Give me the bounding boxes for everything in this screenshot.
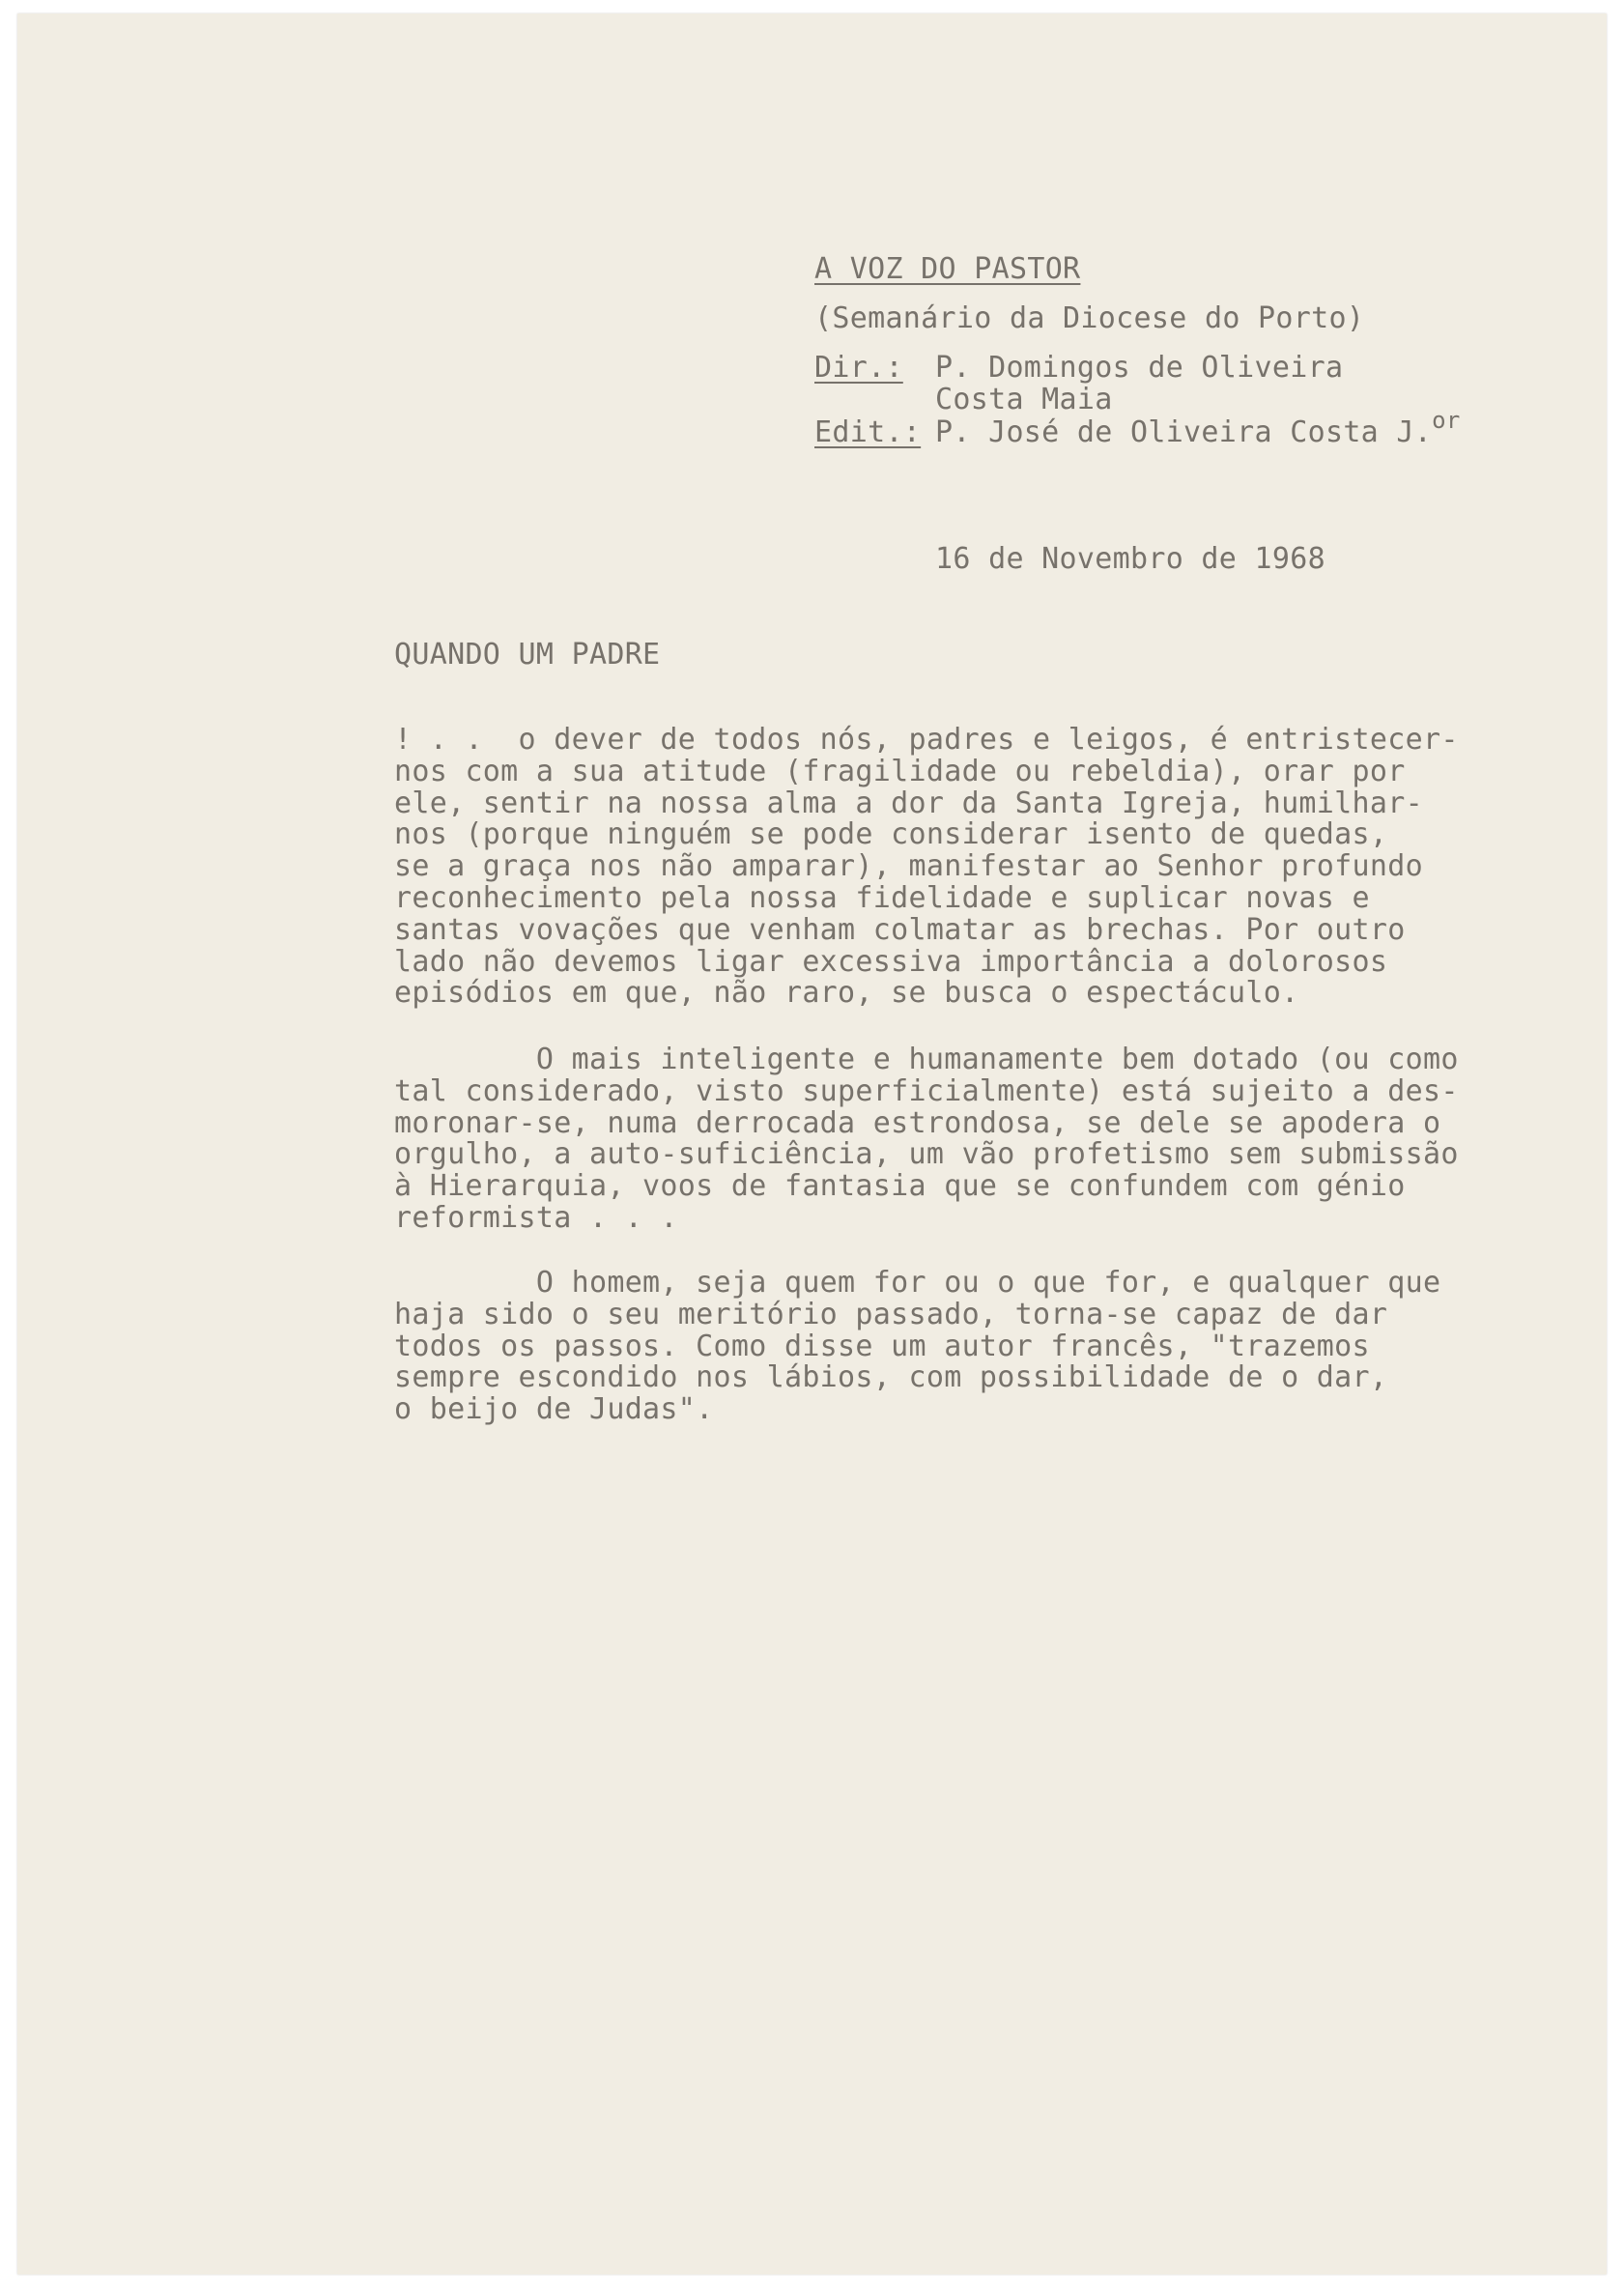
document-date: 16 de Novembro de 1968: [935, 542, 1325, 576]
text-line: O homem, seja quem for ou o que for, e qualquer que: [394, 1266, 1441, 1300]
editor-label: Edit.:: [814, 415, 922, 449]
text-line: orgulho, a auto-suficiência, um vão profetismo sem submissão: [394, 1137, 1459, 1172]
paragraph-2: [394, 1044, 1592, 1235]
editor-name-superscript: or: [1432, 407, 1461, 434]
text-line: santas vovações que venham colmatar as brechas. Por outro: [394, 912, 1406, 947]
text-line: o beijo de Judas".: [394, 1392, 714, 1427]
text-line: reformista . . .: [394, 1200, 678, 1235]
paragraph-3: [394, 1268, 1592, 1426]
director-label: Dir.:: [814, 351, 903, 385]
text-line: à Hierarquia, voos de fantasia que se confundem com génio: [394, 1169, 1406, 1204]
text-line: ! . . o dever de todos nós, padres e leigos, é entristecer-: [394, 723, 1459, 757]
text-line: ele, sentir na nossa alma a dor da Santa Igreja, humilhar-: [394, 786, 1423, 820]
paper-sheet: [17, 14, 1607, 2274]
text-line: lado não devemos ligar excessiva importância a dolorosos: [394, 944, 1388, 979]
article-title: QUANDO UM PADRE: [394, 638, 661, 672]
text-line: reconhecimento pela nossa fidelidade e suplicar novas e: [394, 880, 1370, 915]
editor-name-text: P. José de Oliveira Costa J.: [935, 415, 1433, 449]
text-line: O mais inteligente e humanamente bem dotado (ou como: [394, 1043, 1459, 1076]
text-line: moronar-se, numa derrocada estrondosa, se dele se apodera o: [394, 1105, 1441, 1140]
text-line: se a graça nos não amparar), manifestar ao Senhor profundo: [394, 849, 1423, 884]
director-name-line2: Costa Maia: [935, 383, 1113, 416]
director-name-line1: P. Domingos de Oliveira: [935, 351, 1344, 385]
text-line: nos (porque ninguém se pode considerar isento de quedas,: [394, 817, 1388, 852]
text-line: haja sido o seu meritório passado, torna-se capaz de dar: [394, 1297, 1388, 1331]
paragraph-1: [394, 725, 1592, 1010]
text-line: episódios em que, não raro, se busca o espectáculo.: [394, 976, 1299, 1011]
text-line: tal considerado, visto superficialmente) está sujeito a des-: [394, 1073, 1459, 1108]
text-line: nos com a sua atitude (fragilidade ou rebeldia), orar por: [394, 754, 1406, 788]
text-line: todos os passos. Como disse um autor francês, "trazemos: [394, 1329, 1370, 1363]
publication-subtitle: (Semanário da Diocese do Porto): [814, 301, 1365, 335]
editor-name: [935, 407, 1461, 449]
publication-title: A VOZ DO PASTOR: [814, 252, 1081, 286]
text-line: sempre escondido nos lábios, com possibilidade de o dar,: [394, 1360, 1388, 1395]
